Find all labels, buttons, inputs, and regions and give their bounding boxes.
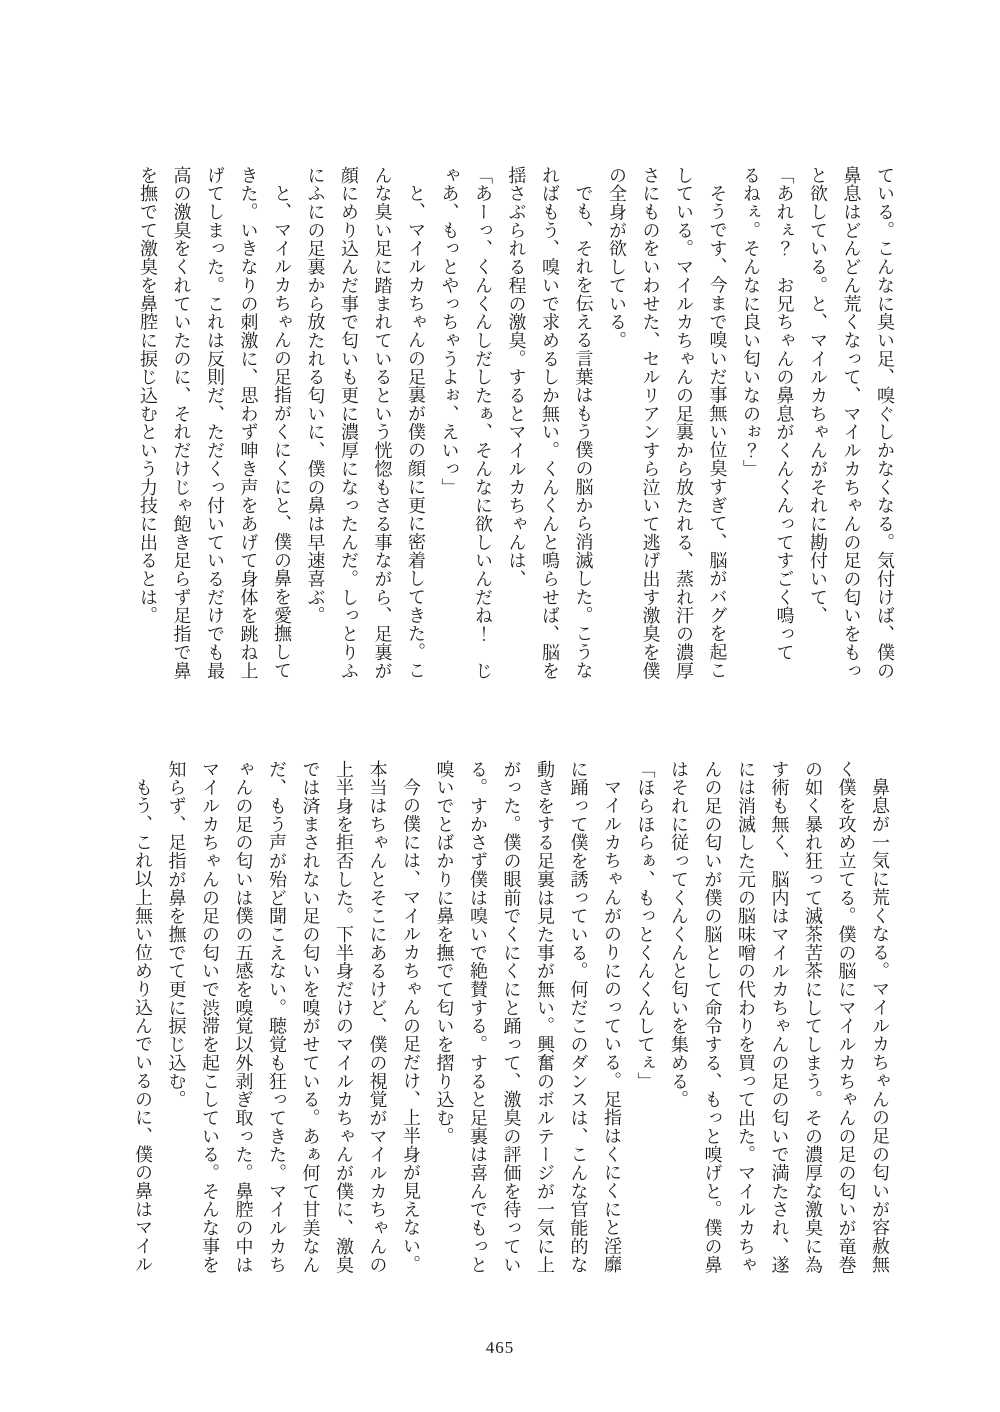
text-column: ゃんの足の匂いは僕の五感を嗅覚以外剥ぎ取った。鼻腔の中は <box>233 760 254 1274</box>
text-column: んの足の匂いが僕の脳として命令する、もっと嗅げと。僕の鼻 <box>702 760 723 1274</box>
text-column: と欲している。と、マイルカちゃんがそれに勘付いて、 <box>808 166 828 625</box>
text-column: だ、もう声が殆ど聞こえない。聴覚も狂ってきた。マイルカち <box>267 760 287 1274</box>
text-column: を撫でて激臭を鼻腔に捩じ込むという力技に出るとは。 <box>138 166 158 625</box>
text-column: 「あれぇ？ お兄ちゃんの鼻息がくんくんってすごく鳴って <box>774 166 795 662</box>
text-column: ている。こんなに臭い足、嗅ぐしかなくなる。気付けば、僕の <box>875 166 895 680</box>
text-column: と、マイルカちゃんの足裏が僕の顔に更に密着してきた。こ <box>406 184 426 680</box>
text-column: がった。僕の眼前でくにくにと踊って、激臭の評価を待ってい <box>501 760 522 1274</box>
text-column: でも、それを伝える言葉はもう僕の脳から消滅した。こうな <box>573 184 594 680</box>
text-block-top <box>131 166 902 684</box>
text-column: の全身が欲している。 <box>607 166 627 350</box>
text-column: 鼻息が一気に荒くなる。マイルカちゃんの足の匂いが容赦無 <box>870 778 890 1274</box>
text-column: もう、これ以上無い位めり込んでいるのに、僕の鼻はマイル <box>133 778 153 1274</box>
text-column: 顔にめり込んだ事で匂いも更に濃厚になったんだ。しっとりふ <box>339 166 359 680</box>
text-column: す術も無く、脳内はマイルカちゃんの足の匂いで満たされ、遂 <box>769 760 790 1274</box>
text-column: 動きをする足裏は見た事が無い。興奮のボルテージが一気に上 <box>535 760 555 1274</box>
text-column: 上半身を拒否した。下半身だけのマイルカちゃんが僕に、激臭 <box>334 760 354 1274</box>
text-column: さにものをいわせた、セルリアンすら泣いて逃げ出す激臭を僕 <box>640 166 661 680</box>
text-column: と、マイルカちゃんの足指がくにくにと、僕の鼻を愛撫して <box>272 184 292 680</box>
text-column: んな臭い足に踏まれているという恍惚もさる事ながら、足裏が <box>372 166 393 680</box>
text-column: 今の僕には、マイルカちゃんの足だけ、上半身が見えない。 <box>401 778 421 1274</box>
text-column: 「あーっ、くんくんしだしたぁ、そんなに欲しいんだね！ じ <box>473 166 493 680</box>
text-column: 鼻息はどんどん荒くなって、マイルカちゃんの足の匂いをもっ <box>841 166 862 680</box>
text-column: 本当はちゃんとそこにあるけど、僕の視覚がマイルカちゃんの <box>367 760 388 1274</box>
text-column: 知らず、足指が鼻を撫でて更に捩じ込む。 <box>166 760 187 1109</box>
text-column: きた。いきなりの刺激に、思わず呻き声をあげて身体を跳ね上 <box>238 166 259 680</box>
text-column: そうです、今まで嗅いだ事無い位臭すぎて、脳がバグを起こ <box>707 184 728 680</box>
text-column: く僕を攻め立てる。僕の脳にマイルカちゃんの足の匂いが竜巻 <box>836 760 857 1274</box>
text-column: 「ほらほらぁ、もっとくんくんしてぇ」 <box>635 760 656 1091</box>
page-number: 465 <box>485 1338 515 1357</box>
text-column: には消滅した元の脳味噌の代わりを買って出た。マイルカちゃ <box>736 760 756 1274</box>
text-column: ればもう、嗅いで求めるしか無い。くんくんと鳴らせば、脳を <box>540 166 560 680</box>
text-column: る。すかさず僕は嗅いで絶賛する。すると足裏は喜んでもっと <box>468 760 488 1274</box>
text-column: はそれに従ってくんくんと匂いを集める。 <box>669 760 689 1109</box>
text-block-bottom <box>126 760 897 1278</box>
text-column: では済まされない足の匂いを嗅がせている。あぁ何て甘美なん <box>300 760 321 1274</box>
text-column: に踊って僕を誘っている。何だこのダンスは、こんな官能的な <box>568 760 589 1274</box>
text-column: 嗅いでとばかりに鼻を撫でて匂いを摺り込む。 <box>434 760 455 1146</box>
text-column: マイルカちゃんがのりにのっている。足指はくにくにと淫靡 <box>602 778 622 1274</box>
text-column: げてしまった。これは反則だ、ただくっ付いているだけでも最 <box>205 166 225 680</box>
text-column: にふにの足裏から放たれる匂いに、僕の鼻は早速喜ぶ。 <box>305 166 326 625</box>
text-column: の如く暴れ狂って滅茶苦茶にしてしまう。その濃厚な激臭に為 <box>803 760 823 1274</box>
text-column: している。マイルカちゃんの足裏から放たれる、蒸れ汗の濃厚 <box>674 166 694 680</box>
text-column: るねぇ。そんなに良い匂いなのぉ？」 <box>741 166 761 478</box>
text-column: 高の激臭をくれていたのに、それだけじゃ飽き足らず足指で鼻 <box>171 166 192 680</box>
text-column: 揺さぶられる程の激臭。するとマイルカちゃんは、 <box>506 166 527 589</box>
text-column: マイルカちゃんの足の匂いで渋滞を起こしている。そんな事を <box>200 760 220 1274</box>
text-column: ゃあ、もっとやっちゃうよぉ、えいっ」 <box>439 166 460 497</box>
